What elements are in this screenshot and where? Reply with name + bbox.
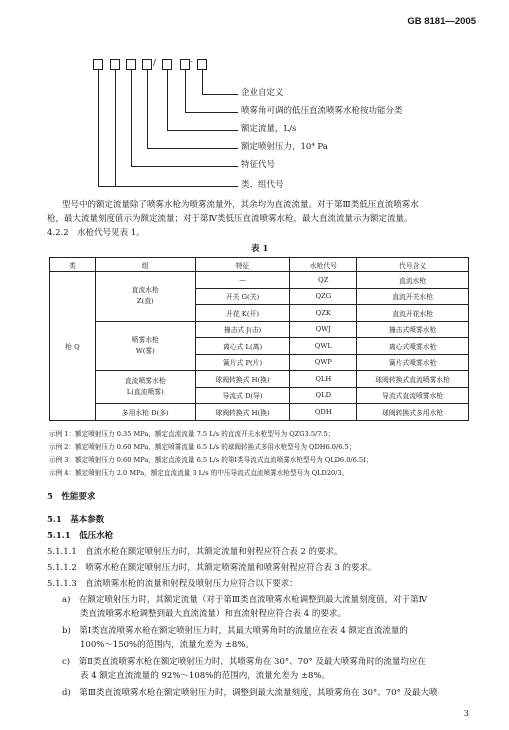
section-heading: 5 性能要求	[47, 492, 96, 502]
example-note: 示例 4：额定喷射压力 2.0 MPa，额定直流流量 3 L/s 的中压导流式直流喷雾水枪型号为 QLD20/3。	[49, 469, 349, 477]
meaning-cell: 球阀转换式多用水枪	[357, 404, 469, 421]
code-box	[180, 59, 190, 70]
feature-cell: 开花 K(开)	[195, 305, 290, 322]
feature-cell: 撞击式 J(击)	[195, 321, 290, 338]
group-cell: 喷雾水枪 W(雾)	[95, 321, 195, 371]
feature-cell: 导流式 D(导)	[195, 387, 290, 404]
paragraph-line: 枪，最大流量刻度值示为额定流量；对于第Ⅳ类低压直流喷雾水枪，最大直流流量示为额定流量。	[47, 214, 413, 224]
diagram-label: 额定喷射压力，10⁴ Pa	[241, 142, 328, 152]
feature-cell: 开关 G(关)	[195, 288, 290, 305]
code-box	[93, 59, 103, 70]
meaning-cell: 撞击式喷雾水枪	[357, 321, 469, 338]
clause-text: 5.1.1.3 直流喷雾水枪的流量和射程及喷射压力应符合以下要求：	[47, 579, 298, 589]
code-cell: QZ	[290, 272, 357, 289]
group-cell: 直流水枪 Z(直)	[95, 272, 195, 322]
code-cell: QWL	[290, 338, 357, 355]
code-box	[126, 59, 136, 70]
feature-cell: 球阀转换式 H(换)	[195, 404, 290, 421]
diagram-label: 喷雾角可调的低压直流喷雾水枪按功能分类	[241, 106, 403, 116]
example-note: 示例 2：额定喷射压力 0.60 MPa，额定喷雾流量 6.5 L/s 的球阀转换式多用水枪型号为 QDH6.0/6.5；	[49, 443, 356, 451]
code-cell: QZG	[290, 288, 357, 305]
feature-cell: 球阀转换式 H(换)	[195, 371, 290, 388]
clause-text: 5.1.1.1 直流水枪在额定喷射压力时，其额定流量和射程应符合表 2 的要求。	[47, 547, 343, 557]
diagram-label: 额定流量，L/s	[241, 124, 297, 134]
table-header: 代号含义	[357, 258, 469, 272]
meaning-cell: 直流水枪	[357, 272, 469, 289]
water-gun-code-table	[49, 257, 469, 421]
code-cell: QLD	[290, 387, 357, 404]
list-item-continuation: 100%～150%的范围内，流量允差为 ±8%。	[80, 640, 254, 650]
list-item-continuation: 类直流喷雾水枪调整到最大直流流量）和直流射程应符合表 4 的要求。	[80, 609, 346, 619]
list-item: b) 第Ⅰ类直流喷雾水枪在额定喷射压力时，其最大喷雾角时的流量应在表 4 额定直流流量的	[62, 626, 408, 636]
table-header: 组	[95, 258, 195, 272]
page-number: 3	[463, 709, 469, 718]
category-cell: 枪 Q	[50, 272, 96, 421]
table-header: 特征	[195, 258, 290, 272]
feature-cell: 簧片式 P(片)	[195, 354, 290, 371]
code-cell: QZK	[290, 305, 357, 322]
section-heading: 5.1 基本参数	[47, 515, 105, 525]
table-header: 水枪代号	[290, 258, 357, 272]
table-title: 表 1	[251, 244, 269, 254]
meaning-cell: 簧片式喷雾水枪	[357, 354, 469, 371]
table-row	[50, 404, 469, 421]
code-box	[162, 59, 172, 70]
code-cell: QWJ	[290, 321, 357, 338]
list-item: d) 第Ⅲ类直流喷雾水枪在额定喷射压力时，调整到最大流量刻度，其喷雾角在 30°、70° 及最大喷	[62, 688, 438, 698]
table-row	[50, 272, 469, 289]
section-heading: 5.1.1 低压水枪	[47, 531, 114, 541]
list-item: c) 第Ⅱ类直流喷雾水枪在额定喷射压力时，其喷雾角在 30°、70° 及最大喷雾角时的流量均应在	[62, 657, 426, 667]
clause-4-2-2: 4.2.2 水枪代号见表 1。	[47, 228, 145, 238]
example-note: 示例 3：额定喷射压力 0.60 MPa，额定直流流量 6.5 L/s 的第Ⅰ类导流式直流喷雾水枪型号为 QLD6.0/6.5Ⅰ；	[49, 456, 373, 464]
diagram-label: 特征代号	[241, 160, 276, 170]
meaning-cell: 离心式喷雾水枪	[357, 338, 469, 355]
meaning-cell: 直流开关水枪	[357, 288, 469, 305]
table-row	[50, 371, 469, 388]
code-separator: /	[153, 58, 156, 68]
code-cell: QLH	[290, 371, 357, 388]
table-header: 类	[50, 258, 96, 272]
diagram-label: 类、组代号	[241, 180, 284, 190]
group-cell: 多用水枪 D(多)	[95, 404, 195, 421]
code-box	[110, 59, 120, 70]
code-cell: QDH	[290, 404, 357, 421]
code-separator: -	[190, 57, 193, 67]
list-item: a) 在额定喷射压力时，其额定流量（对于第Ⅲ类直流喷雾水枪调整到最大流量刻度值，对于第Ⅳ	[62, 595, 428, 605]
code-box	[197, 59, 207, 70]
list-item-continuation: 表 4 额定直流流量的 92%～108%的范围内，流量允差为 ±8%。	[80, 671, 331, 681]
standard-number: GB 8181—2005	[407, 16, 476, 27]
example-note: 示例 1：额定喷射压力 0.35 MPa，额定直流流量 7.5 L/s 的直流开关水枪型号为 QZG3.5/7.5；	[49, 430, 335, 438]
feature-cell: —	[195, 272, 290, 289]
code-cell: QWP	[290, 354, 357, 371]
diagram-label: 企业自定义	[241, 88, 284, 98]
code-box	[142, 59, 152, 70]
table-row	[50, 321, 469, 338]
group-cell: 直流喷雾水枪 L(直流喷雾)	[95, 371, 195, 404]
feature-cell: 离心式 L(离)	[195, 338, 290, 355]
meaning-cell: 直流开花水枪	[357, 305, 469, 322]
meaning-cell: 导流式直流喷雾水枪	[357, 387, 469, 404]
clause-text: 5.1.1.2 喷雾水枪在额定喷射压力时，其额定喷雾流量和喷雾射程应符合表 3 的要求。	[47, 563, 377, 573]
paragraph-line: 型号中的额定流量除了喷雾水枪为喷雾流量外，其余均为直流流量。对于第Ⅲ类低压直流喷雾水	[62, 200, 419, 210]
meaning-cell: 球阀转换式直流喷雾水枪	[357, 371, 469, 388]
